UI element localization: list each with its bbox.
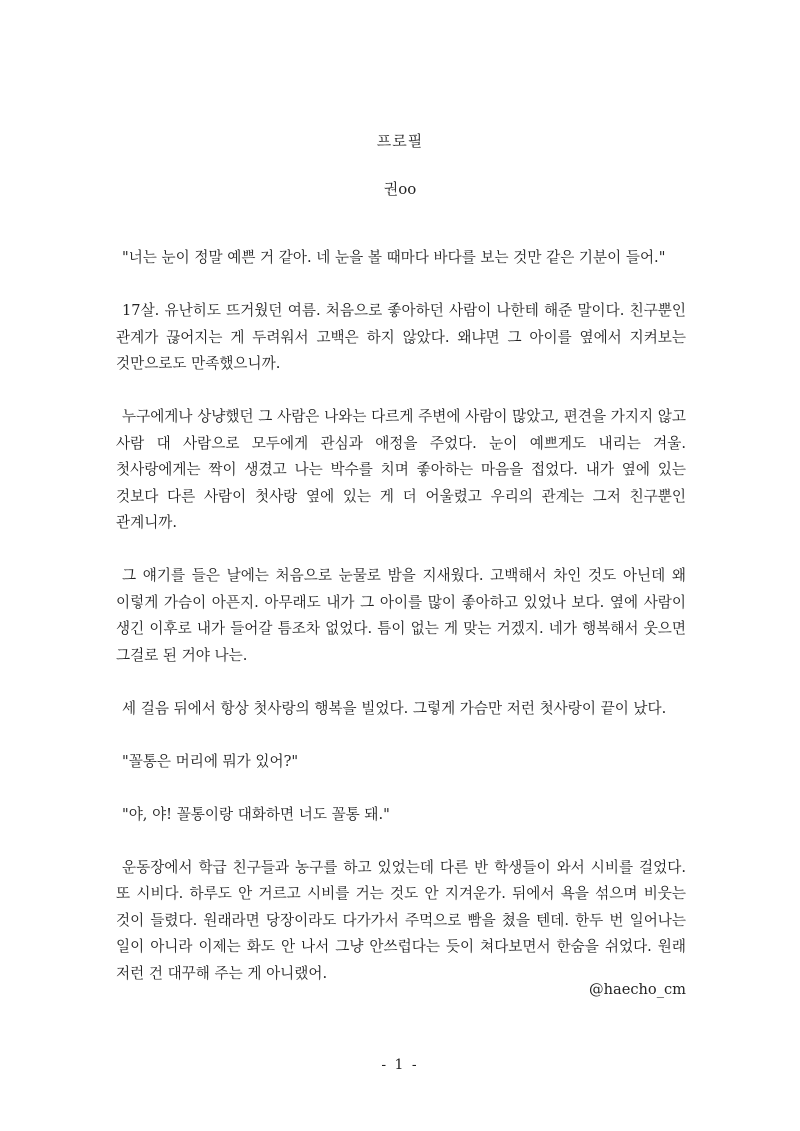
paragraph: "야, 야! 꼴통이랑 대화하면 너도 꼴통 돼." (122, 805, 390, 823)
paragraph: 운동장에서 학급 친구들과 농구를 하고 있었는데 다른 반 학생들이 와서 시비를 걸었다. 또 시비다. 하루도 안 거르고 시비를 거는 것도 안 지겨운가. 뒤에서 욕을 섞으며 비웃는 것이 들렸다. 원래라면 당장이라도 다가가서 주먹으로 빰을 쳤을 텐데. 한두 번 일어나는 일이 아니라 이제는 화도 안 나서 그냥 안쓰럽다는 듯이 쳐다보면서 한숨을 쉬었다. 원래 저런 건 대꾸해 주는 게 아니랬어. (116, 858, 686, 982)
paragraph: 세 걸음 뒤에서 항상 첫사랑의 행복을 빌었다. 그렇게 가슴만 저런 첫사랑이 끝이 났다. (122, 699, 667, 717)
paragraph: 그 얘기를 들은 날에는 처음으로 눈물로 밤을 지새웠다. 고백해서 차인 것도 아닌데 왜 이렇게 가슴이 아픈지. 아무래도 내가 그 아이를 많이 좋아하고 있었나 보다. 옆에 사람이 생긴 이후로 내가 들어갈 틈조차 없었다. 틈이 없는 게 맞는 거겠지. 네가 행복해서 웃으면 그걸로 된 거야 나는. (116, 567, 686, 664)
body-text (116, 245, 686, 1014)
paragraph: "너는 눈이 정말 예쁜 거 같아. 네 눈을 볼 때마다 바다를 보는 것만 같은 기분이 들어." (122, 249, 666, 266)
signature-handle: @haecho_cm (589, 981, 686, 998)
page-number: - 1 - (381, 1057, 419, 1073)
paragraph: 누구에게나 상냥했던 그 사람은 나와는 다르게 주변에 사람이 많았고, 편견을 가지지 않고 사람 대 사람으로 모두에게 관심과 애정을 주었다. 눈이 예쁘게도 내리는 겨울. 첫사랑에게는 짝이 생겼고 나는 박수를 치며 좋아하는 마음을 접었다. 내가 옆에 있는 것보다 다른 사람이 첫사랑 옆에 있는 게 더 어울렸고 우리의 관계는 그저 친구뿐인 관계니까. (116, 408, 686, 531)
paragraph: "꼴통은 머리에 뭐가 있어?" (122, 752, 299, 770)
paragraph: 17살. 유난히도 뜨거웠던 여름. 처음으로 좋아하던 사람이 나한테 해준 말이다. 친구뿐인 관계가 끊어지는 게 두려워서 고백은 하지 않았다. 왜냐면 그 아이를 옆에서 지켜보는 것만으로도 만족했으니까. (116, 302, 686, 372)
author-name: 권oo (383, 180, 417, 198)
document-title: 프로필 (376, 132, 424, 150)
